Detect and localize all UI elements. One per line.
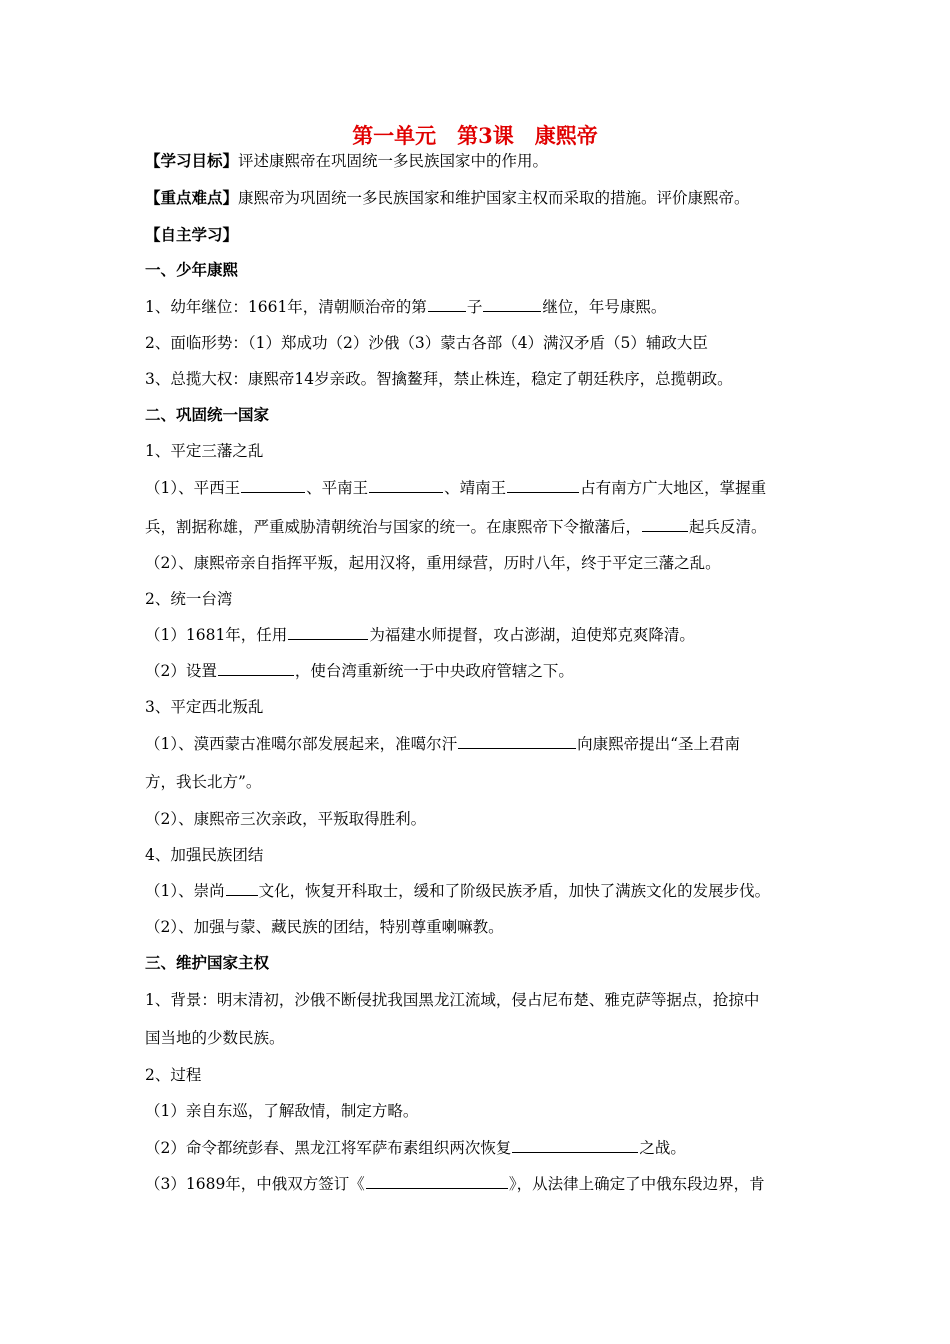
section-2-item-continued: 方，我长北方”。 <box>145 773 262 791</box>
section-2-item <box>145 477 845 499</box>
item-text: 为福建水师提督，攻占澎湖，迫使郑克爽降清。 <box>369 626 695 644</box>
self-study-heading: 【自主学习】 <box>145 225 239 244</box>
item-text: （1）1681年，任用 <box>145 626 288 644</box>
item-text: 向康熙帝提出“圣上君南 <box>577 735 741 753</box>
section-1-item-1 <box>145 296 845 318</box>
section-2-item <box>145 660 845 682</box>
item-text: 起兵反清。 <box>689 518 767 536</box>
section-1-item-3: 3、总揽大权：康熙帝14岁亲政。智擒鳌拜，禁止株连，稳定了朝廷秩序，总揽朝政。 <box>145 370 733 388</box>
subsection-title: 2、过程 <box>145 1066 202 1084</box>
fill-blank[interactable] <box>458 733 576 749</box>
fill-blank[interactable] <box>366 1173 508 1189</box>
item-text: 》，从法律上确定了中俄东段边界，肯 <box>508 1175 765 1193</box>
fill-blank[interactable] <box>483 296 541 312</box>
objectives-text: 评述康熙帝在巩固统一多民族国家中的作用。 <box>238 152 549 170</box>
section-1-item-2: 2、面临形势：（1）郑成功（2）沙俄（3）蒙古各部（4）满汉矛盾（5）辅政大臣 <box>145 334 708 352</box>
section-2-item <box>145 880 845 902</box>
key-points <box>145 187 845 209</box>
item-text: （1）、漠西蒙古准噶尔部发展起来，准噶尔汗 <box>145 735 458 753</box>
fill-blank[interactable] <box>428 296 466 312</box>
fill-blank[interactable] <box>369 477 443 493</box>
section-3-heading: 三、维护国家主权 <box>145 953 270 972</box>
section-2-item <box>145 624 845 646</box>
section-3-item: （1）亲自东巡，了解敌情，制定方略。 <box>145 1102 419 1120</box>
section-3-item-continued: 国当地的少数民族。 <box>145 1029 285 1047</box>
item-text: 、靖南王 <box>444 479 507 497</box>
subsection-title: 1、平定三藩之乱 <box>145 442 264 460</box>
item-text: （1）、平西王 <box>145 479 241 497</box>
section-2-item: （2）、加强与蒙、藏民族的团结，特别尊重喇嘛教。 <box>145 918 504 936</box>
item-text: 之战。 <box>639 1139 686 1157</box>
fill-blank[interactable] <box>642 516 688 532</box>
fill-blank[interactable] <box>226 880 258 896</box>
section-2-heading: 二、巩固统一国家 <box>145 405 270 424</box>
subsection-title: 4、加强民族团结 <box>145 846 264 864</box>
fill-blank[interactable] <box>507 477 579 493</box>
section-2-item: （2）、康熙帝三次亲政，平叛取得胜利。 <box>145 810 427 828</box>
section-3-item <box>145 1173 845 1195</box>
section-2-item <box>145 733 845 755</box>
subsection-title: 3、平定西北叛乱 <box>145 698 264 716</box>
fill-blank[interactable] <box>288 624 368 640</box>
fill-blank[interactable] <box>241 477 305 493</box>
item-text: 继位，年号康熙。 <box>542 298 667 316</box>
objectives-label: 【学习目标】 <box>145 151 239 170</box>
fill-blank[interactable] <box>512 1137 638 1153</box>
item-text: ，使台湾重新统一于中央政府管辖之下。 <box>294 662 574 680</box>
section-3-item: 1、背景：明末清初，沙俄不断侵扰我国黑龙江流域，侵占尼布楚、雅克萨等据点，抢掠中 <box>145 991 760 1009</box>
section-1-heading: 一、少年康熙 <box>145 260 239 279</box>
section-2-item-continued <box>145 516 845 538</box>
item-text: （1）、崇尚 <box>145 882 225 900</box>
item-text: 文化，恢复开科取士，缓和了阶级民族矛盾，加快了满族文化的发展步伐。 <box>258 882 771 900</box>
item-text: 子 <box>466 298 483 316</box>
item-text: （2）设置 <box>145 662 217 680</box>
section-2-item: （2）、康熙帝亲自指挥平叛，起用汉将，重用绿营，历时八年，终于平定三藩之乱。 <box>145 554 721 572</box>
subsection-title: 2、统一台湾 <box>145 590 233 608</box>
page-title: 第一单元 第3课 康熙帝 <box>352 123 598 148</box>
learning-objectives <box>145 150 845 172</box>
item-text: 、平南王 <box>306 479 369 497</box>
item-text: 1、幼年继位：1661年，清朝顺治帝的第 <box>145 298 427 316</box>
key-points-text: 康熙帝为巩固统一多民族国家和维护国家主权而采取的措施。评价康熙帝。 <box>238 189 750 207</box>
key-points-label: 【重点难点】 <box>145 188 239 207</box>
fill-blank[interactable] <box>218 660 294 676</box>
item-text: （2）命令都统彭春、黑龙江将军萨布素组织两次恢复 <box>145 1139 512 1157</box>
item-text: 占有南方广大地区，掌握重 <box>580 479 767 497</box>
item-text: 兵，割据称雄，严重威胁清朝统治与国家的统一。在康熙帝下令撤藩后， <box>145 518 642 536</box>
section-3-item <box>145 1137 845 1159</box>
item-text: （3）1689年，中俄双方签订《 <box>145 1175 365 1193</box>
